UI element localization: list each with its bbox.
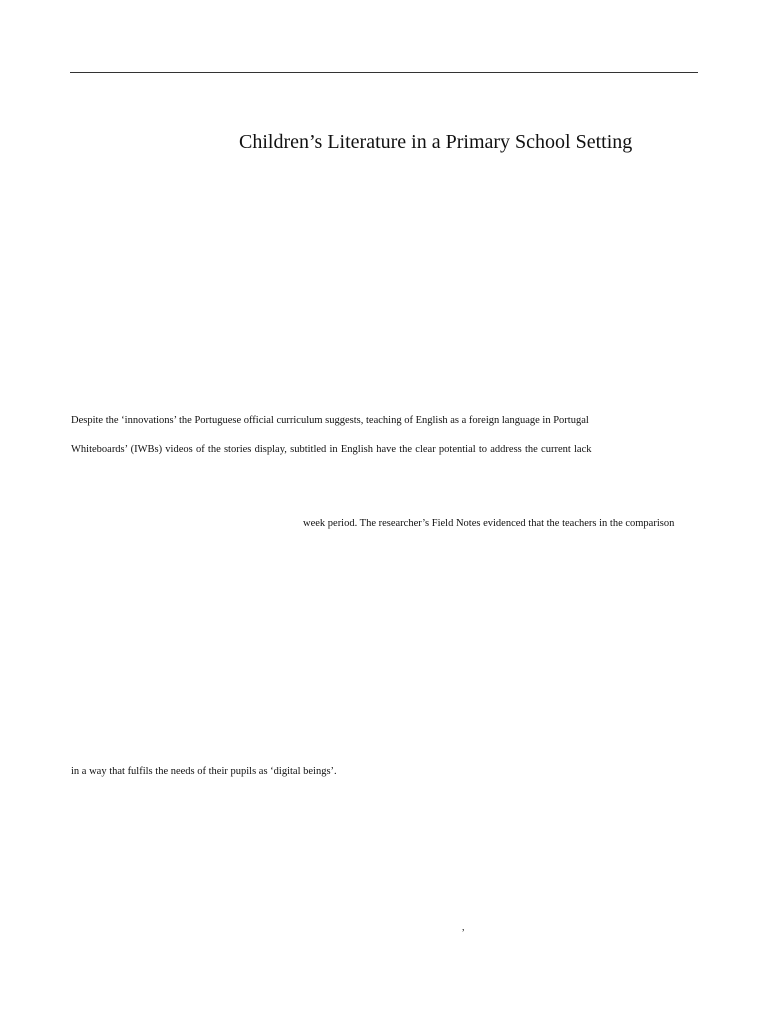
- header-rule: [70, 72, 698, 73]
- document-title: Children’s Literature in a Primary School Setting: [239, 131, 633, 153]
- text-line-1: Despite the ‘innovations’ the Portuguese official curriculum suggests, teaching of English as a foreign language in Portugal: [71, 415, 589, 426]
- text-line-4: in a way that fulfils the needs of their pupils as ‘digital beings’.: [71, 766, 337, 777]
- text-line-2: Whiteboards’ (IWBs) videos of the stories display, subtitled in English have the clear potential to address the current lack: [71, 444, 592, 455]
- stray-punctuation: ,: [462, 922, 465, 933]
- text-line-3: week period. The researcher’s Field Notes evidenced that the teachers in the comparison: [303, 518, 675, 529]
